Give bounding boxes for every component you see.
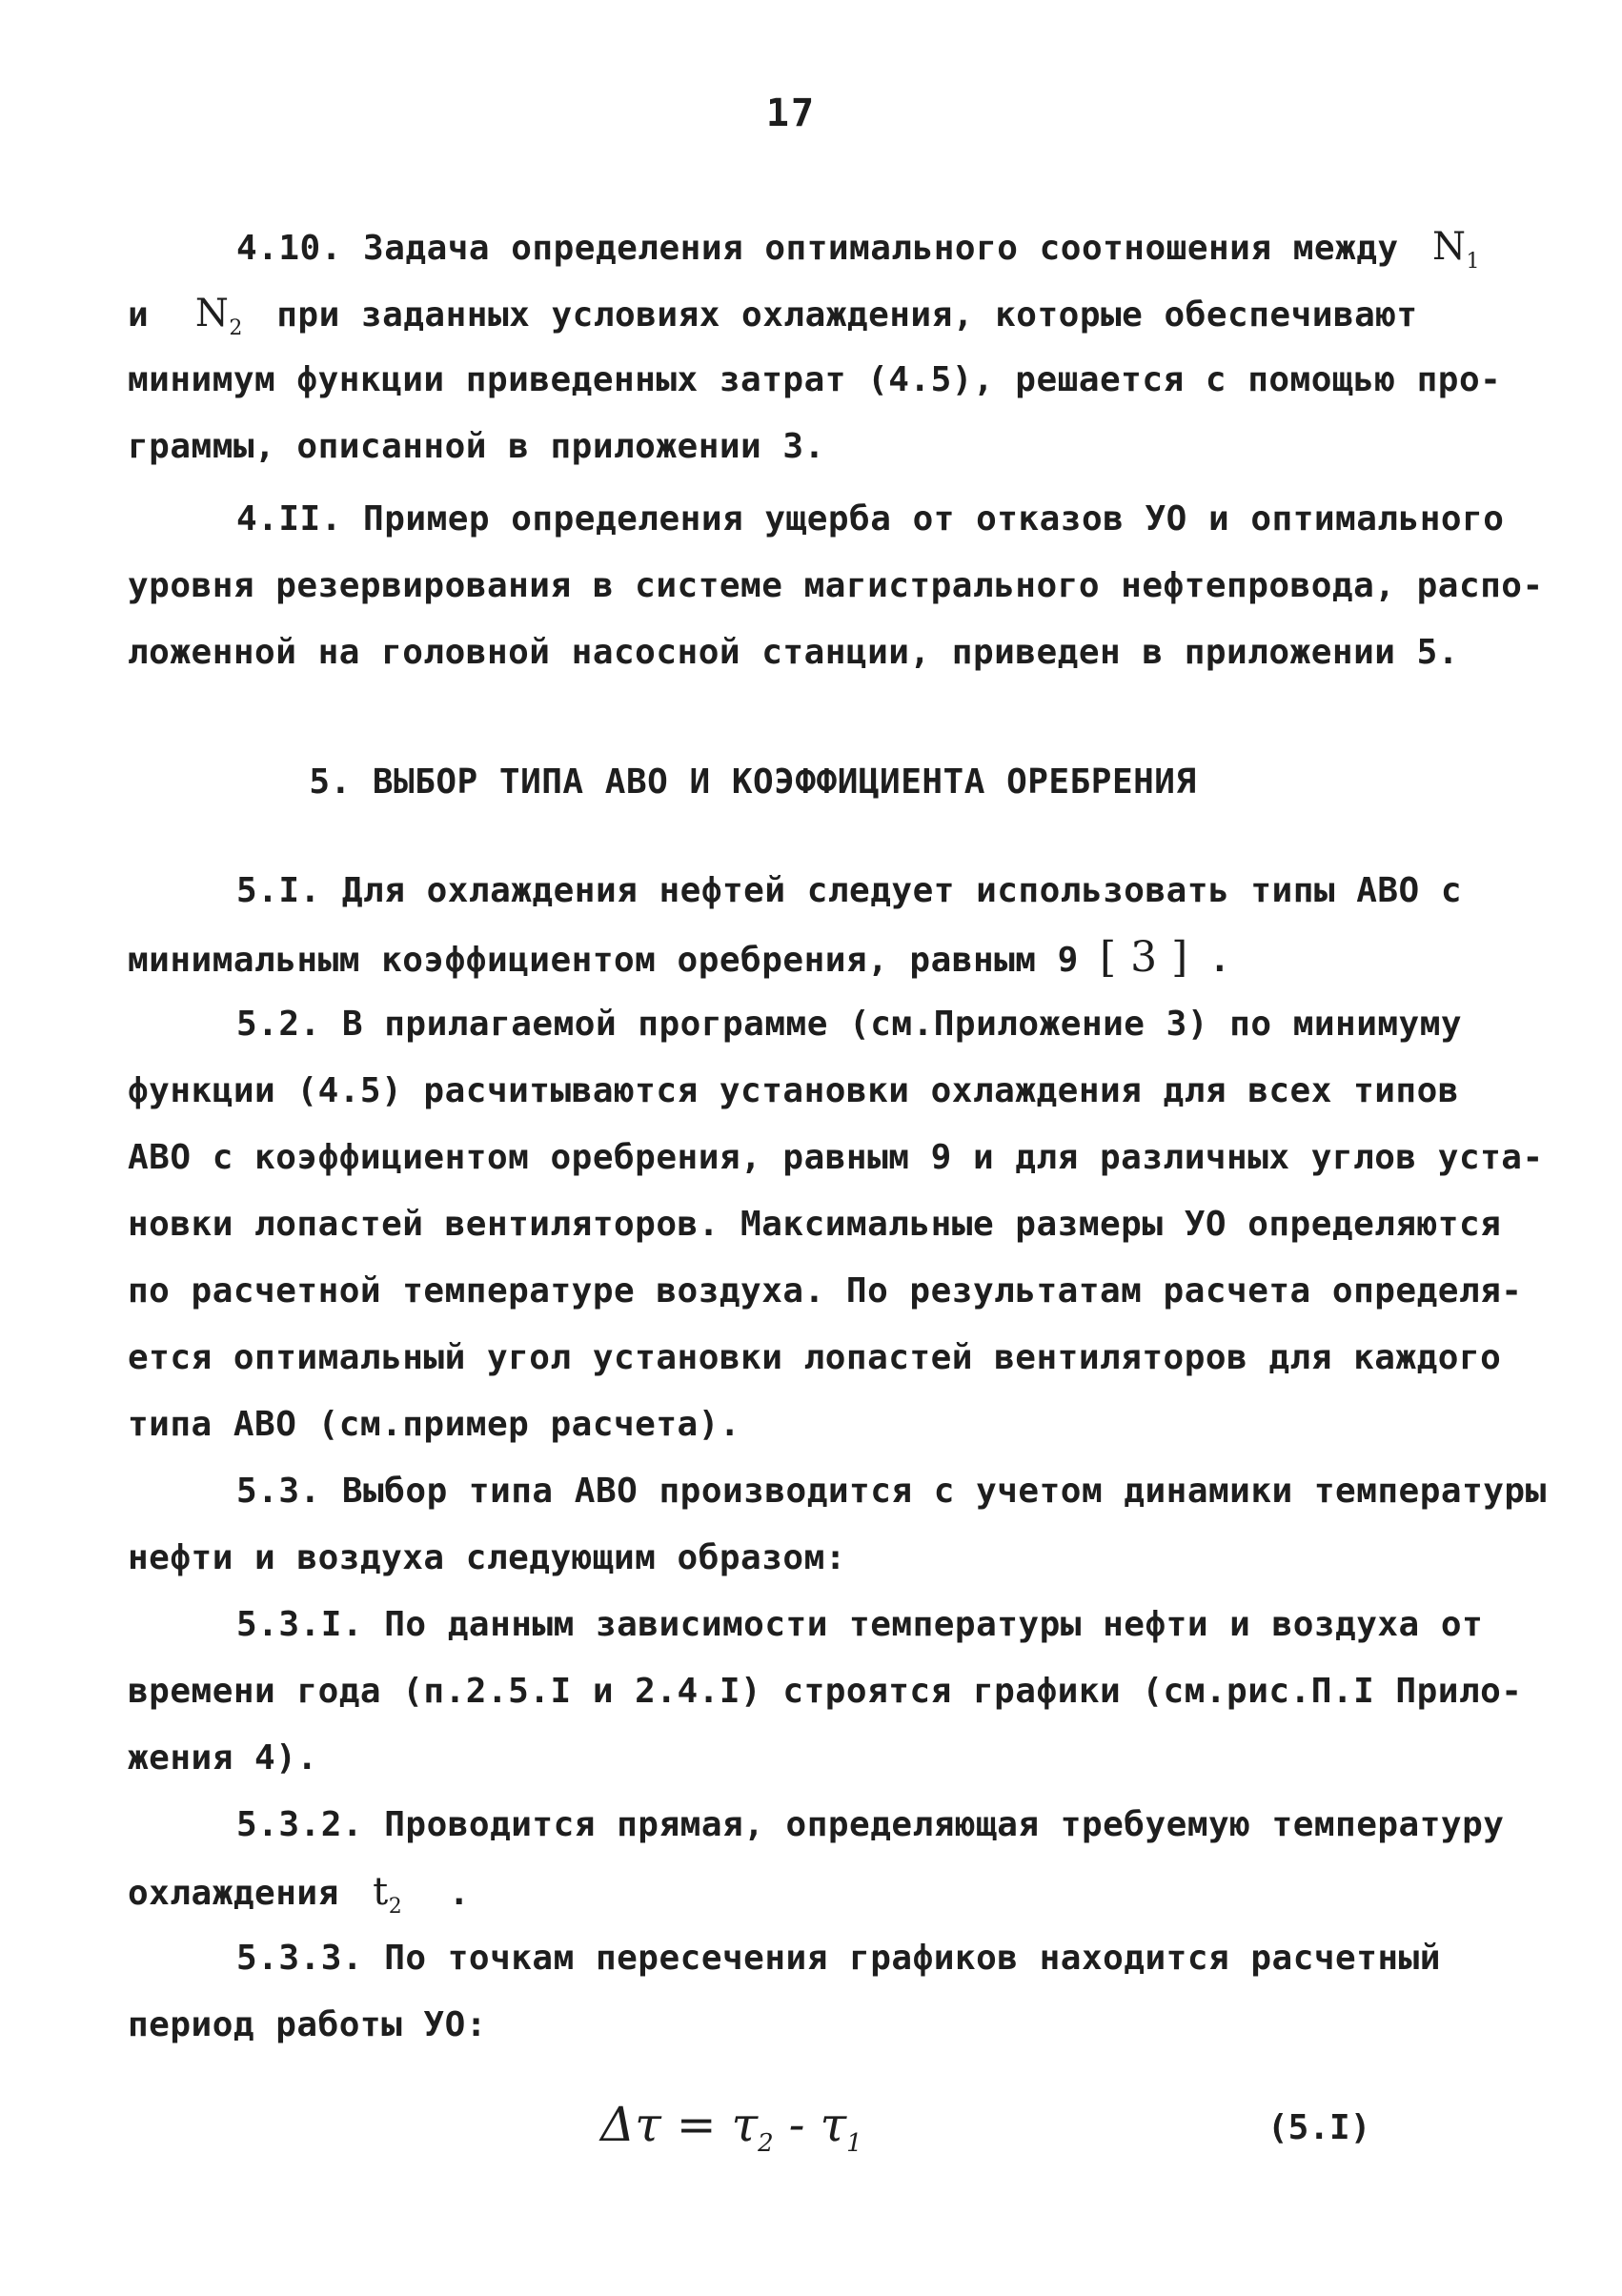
text-line: [128, 1859, 1519, 1925]
symbol-subscript: 1: [1466, 250, 1480, 274]
text-line: минимум функции приведенных затрат (4.5), решается с помощью про-: [128, 360, 1502, 399]
text-line: новки лопастей вентиляторов. Максимальные размеры УО определяются: [128, 1205, 1502, 1244]
text-line: ложенной на головной насосной станции, приведен в приложении 5.: [128, 633, 1459, 672]
formula: [600, 2097, 862, 2158]
text-line: 5.3.3. По точкам пересечения графиков находится расчетный: [236, 1939, 1441, 1978]
text-line: [128, 213, 1519, 280]
symbol-letter: N: [1431, 225, 1467, 269]
paragraph-4-10: [128, 213, 1519, 480]
paragraph-5-1: [128, 858, 1519, 991]
symbol-t2: [360, 1870, 428, 1919]
formula-number: (5.I): [1267, 2108, 1371, 2147]
paragraph-5-3-2: [128, 1792, 1519, 1925]
text-span: минимальным коэффициентом оребрения, равным 9: [128, 941, 1079, 980]
text-line: [128, 280, 1519, 347]
text-line: по расчетной температуре воздуха. По результатам расчета определя-: [128, 1271, 1523, 1311]
text-line: нефти и воздуха следующим образом:: [128, 1538, 846, 1577]
text-line: 5.2. В прилагаемой программе (см.Приложение 3) по минимуму: [236, 1005, 1463, 1044]
formula-subscript: 2: [758, 2129, 774, 2158]
formula-equals: =: [676, 2097, 717, 2152]
text-line: 5.I. Для охлаждения нефтей следует использовать типы АВО с: [236, 871, 1463, 910]
symbol-letter: t: [373, 1870, 389, 1914]
paragraph-5-3-1: [128, 1592, 1523, 1792]
text-line: ется оптимальный угол установки лопастей вентиляторов для каждого: [128, 1338, 1502, 1377]
text-line: 5.3. Выбор типа АВО производится с учетом динамики температуры: [236, 1472, 1547, 1511]
text-line: [128, 924, 1519, 991]
formula-minus: -: [788, 2097, 805, 2152]
section-heading: 5. ВЫБОР ТИПА АВО И КОЭФФИЦИЕНТА ОРЕБРЕНИЯ: [309, 762, 1197, 802]
paragraph-4-11: [128, 486, 1544, 686]
reference-bracket: [ 3 ]: [1100, 933, 1188, 982]
symbol-subscript: 2: [229, 316, 243, 340]
text-line: 5.3.2. Проводится прямая, определяющая требуемую температуру: [236, 1805, 1505, 1844]
symbol-n2: [170, 292, 255, 340]
symbol-subscript: 2: [388, 1895, 403, 1919]
text-span: .: [448, 1874, 471, 1913]
paragraph-5-3-3: [128, 1925, 1519, 2059]
formula-lhs: Δτ: [600, 2097, 661, 2152]
text-line: АВО с коэффициентом оребрения, равным 9 и для различных углов уста-: [128, 1138, 1544, 1177]
paragraph-5-2: [128, 991, 1544, 1458]
symbol-n1: [1420, 225, 1480, 274]
text-span: и: [128, 295, 150, 335]
text-line: граммы, описанной в приложении 3.: [128, 427, 825, 466]
text-line: жения 4).: [128, 1738, 318, 1778]
text-span: охлаждения: [128, 1874, 339, 1913]
text-line: времени года (п.2.5.I и 2.4.I) строятся графики (см.рис.П.I Прило-: [128, 1672, 1523, 1711]
symbol-letter: N: [194, 292, 230, 335]
text-line: уровня резервирования в системе магистрального нефтепровода, распо-: [128, 566, 1544, 605]
text-line: 5.3.I. По данным зависимости температуры нефти и воздуха от: [236, 1605, 1484, 1644]
page-number: 17: [765, 91, 817, 135]
text-line: период работы УО:: [128, 2005, 487, 2044]
formula-subscript: 1: [846, 2129, 862, 2158]
text-span: .: [1209, 941, 1231, 980]
text-line: функции (4.5) расчитываются установки охлаждения для всех типов: [128, 1071, 1459, 1110]
formula-tau1: τ: [820, 2097, 847, 2152]
text-line: типа АВО (см.пример расчета).: [128, 1405, 741, 1444]
text-line: 4.II. Пример определения ущерба от отказов УО и оптимального: [236, 499, 1505, 538]
paragraph-5-3: [128, 1458, 1547, 1592]
text-span: при заданных условиях охлаждения, которые обеспечивают: [276, 295, 1418, 335]
text-span: 4.10. Задача определения оптимального соотношения между: [236, 229, 1399, 268]
formula-tau2: τ: [731, 2097, 759, 2152]
